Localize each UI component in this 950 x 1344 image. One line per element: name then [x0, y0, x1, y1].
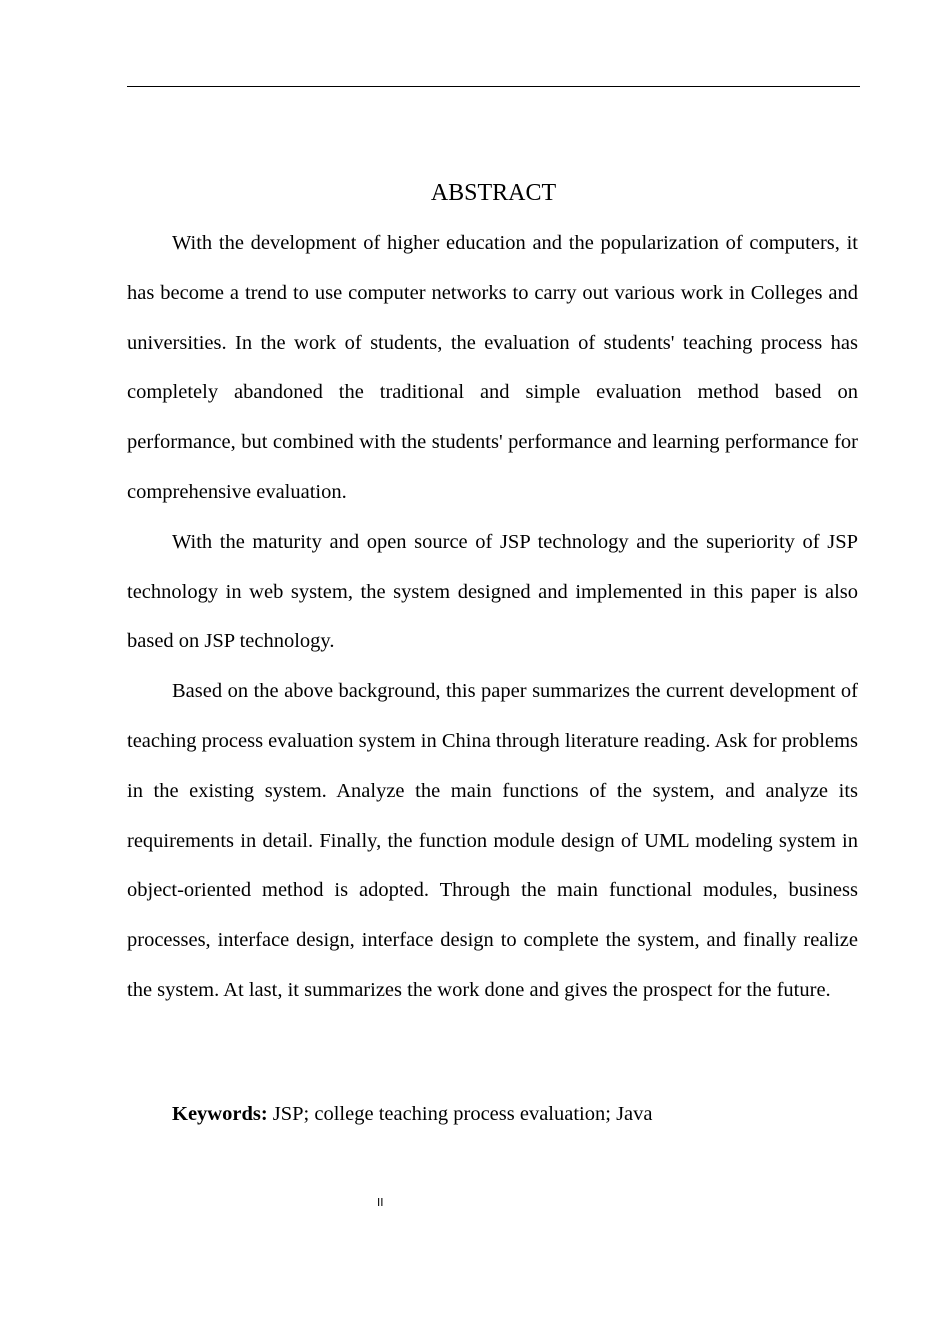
keywords-line	[172, 1099, 653, 1129]
abstract-paragraph-1: With the development of higher education and the popularization of computers, it has become a trend to use computer networks to carry out various work in Colleges and universities. In the work of students, the evaluation of students' teaching process has completely abandoned the traditional and simple evaluation method based on performance, but combined with the students' performance and learning performance for comprehensive evaluation.	[127, 232, 858, 503]
abstract-body	[127, 219, 858, 1016]
abstract-paragraph-3: Based on the above background, this paper summarizes the current development of teaching process evaluation system in China through literature reading. Ask for problems in the existing system. Analyze the main functions of the system, and analyze its requirements in detail. Finally, the function module design of UML modeling system in object-oriented method is adopted. Through the main functional modules, business processes, interface design, interface design to complete the system, and finally realize the system. At last, it summarizes the work done and gives the prospect for the future.	[127, 680, 858, 1001]
header-rule	[127, 86, 860, 87]
keywords-label: Keywords:	[172, 1103, 268, 1125]
abstract-paragraph-2: With the maturity and open source of JSP technology and the superiority of JSP technology in web system, the system designed and implemented in this paper is also based on JSP technology.	[127, 530, 858, 653]
page-number: II	[377, 1196, 384, 1209]
keywords-text: JSP; college teaching process evaluation; Java	[267, 1103, 653, 1125]
abstract-title: ABSTRACT	[430, 180, 557, 206]
